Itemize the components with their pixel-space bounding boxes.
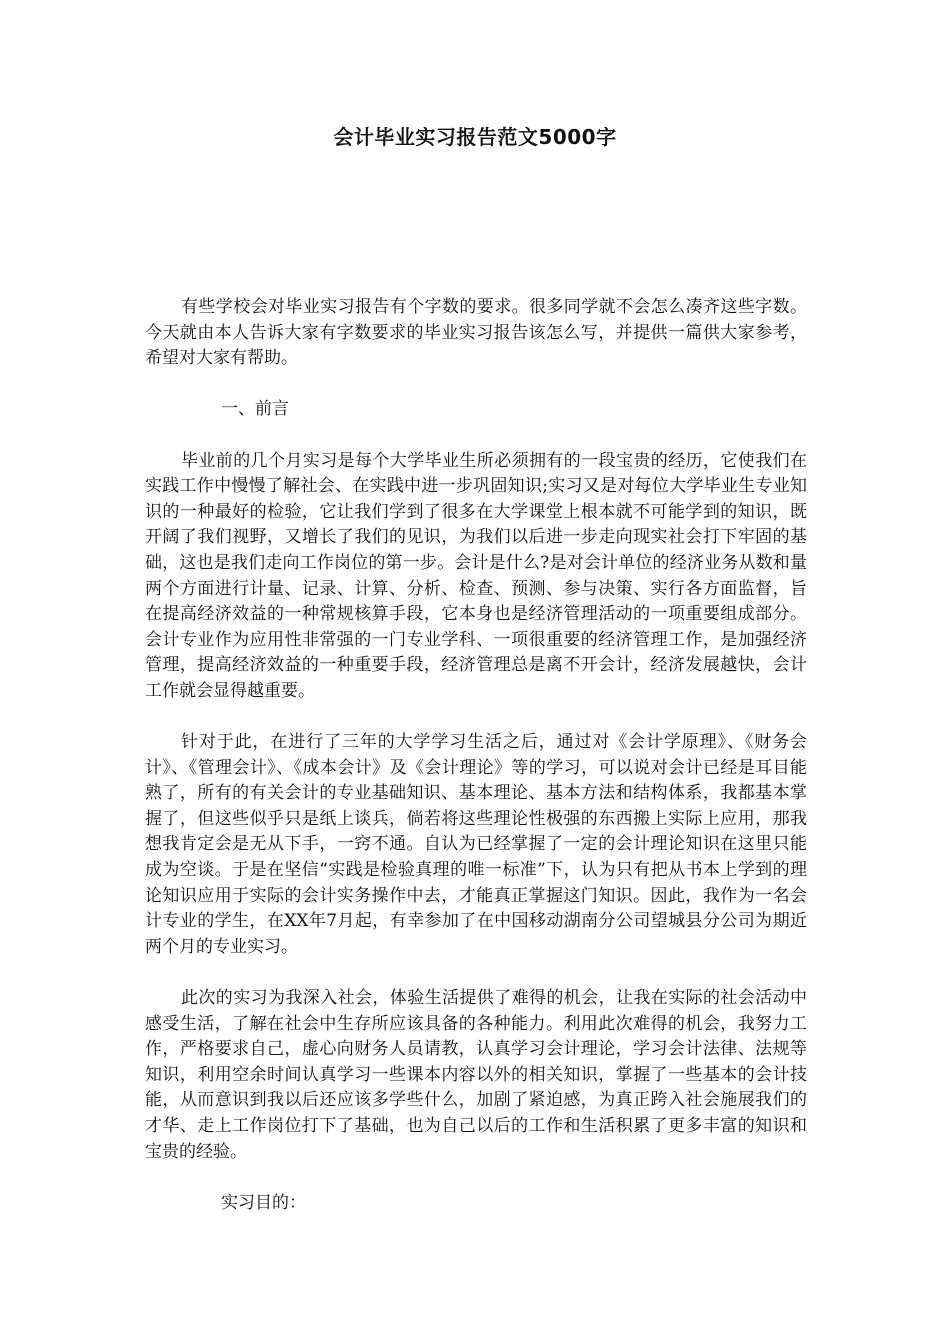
paragraph-intro: 有些学校会对毕业实习报告有个字数的要求。很多同学就不会怎么凑齐这些字数。今天就由本人告诉大家有字数要求的毕业实习报告该怎么写，并提供一篇供大家参考，希望对大家有帮助。: [145, 297, 807, 369]
document-body: [145, 295, 807, 1216]
section-heading-internship-purpose: 实习目的：: [221, 1192, 306, 1213]
document-title: 会计毕业实习报告范文5000字: [333, 125, 617, 149]
section-heading-preface: 一、前言: [221, 399, 289, 420]
paragraph-study-background: 针对于此，在进行了三年的大学学习生活之后，通过对《会计学原理》、《财务会计》、《管理会计》、《成本会计》及《会计理论》等的学习，可以说对会计已经是耳目能熟了，所有的有关会计的专业基础知识、基本理论、基本方法和结构体系，我都基本掌握了，但这些似乎只是纸上谈兵，倘若将这些理论性极强的东西搬上实际上应用，那我想我肯定会是无从下手，一窍不通。自认为已经掌握了一定的会计理论知识在这里只能成为空谈。于是在坚信“实践是检验真理的唯一标准”下，认为只有把从书本上学到的理论知识应用于实际的会计实务操作中去，才能真正掌握这门知识。因此，我作为一名会计专业的学生，在XX年7月起，有幸参加了在中国移动湖南分公司望城县分公司为期近两个月的专业实习。: [145, 732, 807, 957]
paragraph-preface: 毕业前的几个月实习是每个大学毕业生所必须拥有的一段宝贵的经历，它使我们在实践工作中慢慢了解社会、在实践中进一步巩固知识;实习又是对每位大学毕业生专业知识的一种最好的检验，它让我们学到了很多在大学课堂上根本就不可能学到的知识，既开阔了我们视野，又增长了我们的见识，为我们以后进一步走向现实社会打下牢固的基础，这也是我们走向工作岗位的第一步。会计是什么?是对会计单位的经济业务从数和量两个方面进行计量、记录、计算、分析、检查、预测、参与决策、实行各方面监督，旨在提高经济效益的一种常规核算手段，它本身也是经济管理活动的一项重要组成部分。会计专业作为应用性非常强的一门专业学科、一项很重要的经济管理工作，是加强经济管理，提高经济效益的一种重要手段，经济管理总是离不开会计，经济发展越快，会计工作就会显得越重要。: [145, 450, 807, 701]
paragraph-internship-opportunity: 此次的实习为我深入社会，体验生活提供了难得的机会，让我在实际的社会活动中感受生活，了解在社会中生存所应该具备的各种能力。利用此次难得的机会，我努力工作，严格要求自己，虚心向财务人员请教，认真学习会计理论，学习会计法律、法规等知识，利用空余时间认真学习一些课本内容以外的相关知识，掌握了一些基本的会计技能，从而意识到我以后还应该多学些什么，加剧了紧迫感，为真正跨入社会施展我们的才华、走上工作岗位打下了基础，也为自己以后的工作和生活积累了更多丰富的知识和宝贵的经验。: [145, 988, 807, 1162]
